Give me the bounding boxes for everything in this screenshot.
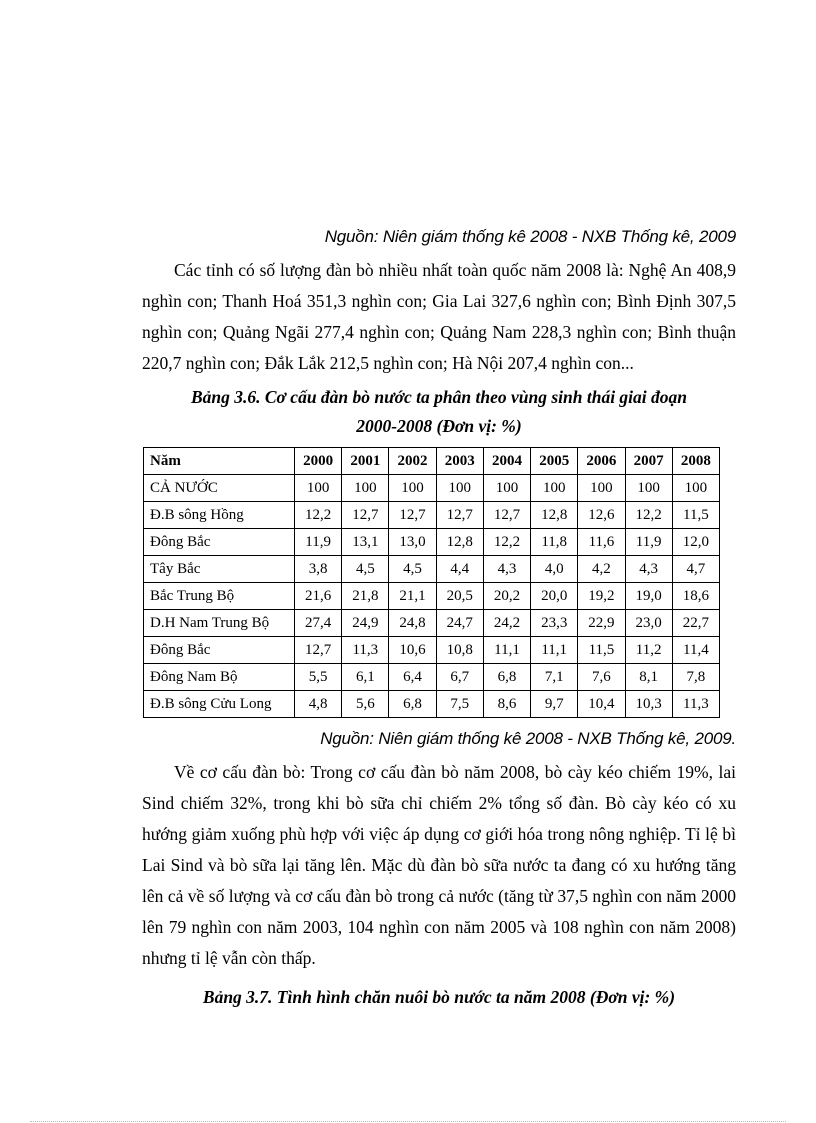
value-cell: 100 — [578, 475, 625, 502]
value-cell: 12,7 — [389, 502, 436, 529]
value-cell: 10,3 — [625, 691, 672, 718]
value-cell: 100 — [342, 475, 389, 502]
value-cell: 13,1 — [342, 529, 389, 556]
value-cell: 21,8 — [342, 583, 389, 610]
value-cell: 24,7 — [436, 610, 483, 637]
paragraph-cattle-structure — [142, 757, 736, 974]
value-cell: 8,6 — [483, 691, 530, 718]
table-caption-3-6-line1: Bảng 3.6. Cơ cấu đàn bò nước ta phân theo vùng sinh thái giai đoạn — [190, 387, 688, 407]
value-cell: 20,0 — [531, 583, 578, 610]
value-cell: 11,1 — [483, 637, 530, 664]
value-cell: 100 — [436, 475, 483, 502]
table-row — [144, 691, 720, 718]
table-caption-3-6 — [142, 383, 736, 441]
value-cell: 11,9 — [295, 529, 342, 556]
source-note-bottom: Nguồn: Niên giám thống kê 2008 - NXB Thống kê, 2009. — [320, 729, 736, 748]
value-cell: 100 — [295, 475, 342, 502]
header-cell: 2006 — [578, 448, 625, 475]
table-row — [144, 475, 720, 502]
value-cell: 100 — [483, 475, 530, 502]
value-cell: 7,6 — [578, 664, 625, 691]
value-cell: 12,2 — [483, 529, 530, 556]
value-cell: 3,8 — [295, 556, 342, 583]
value-cell: 23,0 — [625, 610, 672, 637]
header-cell: 2005 — [531, 448, 578, 475]
value-cell: 100 — [625, 475, 672, 502]
value-cell: 11,3 — [672, 691, 719, 718]
header-cell: Năm — [144, 448, 295, 475]
value-cell: 19,0 — [625, 583, 672, 610]
value-cell: 11,1 — [531, 637, 578, 664]
value-cell: 11,4 — [672, 637, 719, 664]
paragraph-cattle-structure-text: Về cơ cấu đàn bò: Trong cơ cấu đàn bò năm 2008, bò cày kéo chiếm 19%, lai Sind chiếm 32%, trong khi bò sữa chỉ chiếm 2% tổng số đàn. Bò cày kéo có xu hướng giảm xuống phù hợp với việc áp dụng cơ giới hóa trong nông nghiệp. Tỉ lệ bì Lai Sind và bò sữa lại tăng lên. Mặc dù đàn bò sữa nước ta đang có xu hướng tăng lên cả về số lượng và cơ cấu đàn bò trong cả nước (tăng từ 37,5 nghìn con năm 2000 lên 79 nghìn con năm 2003, 104 nghìn con năm 2005 và 108 nghìn con năm 2008) nhưng tỉ lệ vẫn còn thấp. — [142, 762, 736, 968]
value-cell: 12,6 — [578, 502, 625, 529]
value-cell: 22,9 — [578, 610, 625, 637]
value-cell: 4,5 — [342, 556, 389, 583]
value-cell: 12,7 — [342, 502, 389, 529]
value-cell: 12,8 — [531, 502, 578, 529]
value-cell: 11,2 — [625, 637, 672, 664]
value-cell: 7,5 — [436, 691, 483, 718]
value-cell: 11,8 — [531, 529, 578, 556]
table-row — [144, 664, 720, 691]
value-cell: 6,1 — [342, 664, 389, 691]
value-cell: 10,6 — [389, 637, 436, 664]
value-cell: 18,6 — [672, 583, 719, 610]
value-cell: 21,1 — [389, 583, 436, 610]
value-cell: 5,5 — [295, 664, 342, 691]
table-row — [144, 529, 720, 556]
value-cell: 20,2 — [483, 583, 530, 610]
value-cell: 24,8 — [389, 610, 436, 637]
paragraph-provinces-text: Các tỉnh có số lượng đàn bò nhiều nhất toàn quốc năm 2008 là: Nghệ An 408,9 nghìn con; Thanh Hoá 351,3 nghìn con; Gia Lai 327,6 nghìn con; Bình Định 307,5 nghìn con; Quảng Ngãi 277,4 nghìn con; Quảng Nam 228,3 nghìn con; Bình thuận 220,7 nghìn con; Đắk Lắk 212,5 nghìn con; Hà Nội 207,4 nghìn con... — [142, 260, 736, 373]
table-row — [144, 583, 720, 610]
value-cell: 21,6 — [295, 583, 342, 610]
value-cell: 7,8 — [672, 664, 719, 691]
region-cell: CẢ NƯỚC — [144, 475, 295, 502]
value-cell: 100 — [389, 475, 436, 502]
region-cell: Đông Bắc — [144, 637, 295, 664]
region-cell: Đông Nam Bộ — [144, 664, 295, 691]
header-cell: 2008 — [672, 448, 719, 475]
region-cell: Bắc Trung Bộ — [144, 583, 295, 610]
value-cell: 6,8 — [483, 664, 530, 691]
value-cell: 6,4 — [389, 664, 436, 691]
value-cell: 24,2 — [483, 610, 530, 637]
value-cell: 27,4 — [295, 610, 342, 637]
table-row — [144, 502, 720, 529]
value-cell: 6,8 — [389, 691, 436, 718]
value-cell: 6,7 — [436, 664, 483, 691]
value-cell: 24,9 — [342, 610, 389, 637]
table-caption-3-7: Bảng 3.7. Tình hình chăn nuôi bò nước ta năm 2008 (Đơn vị: %) — [202, 987, 676, 1007]
region-cell: D.H Nam Trung Bộ — [144, 610, 295, 637]
region-cell: Đ.B sông Hồng — [144, 502, 295, 529]
table-row — [144, 556, 720, 583]
region-cell: Đ.B sông Cửu Long — [144, 691, 295, 718]
value-cell: 4,5 — [389, 556, 436, 583]
value-cell: 4,2 — [578, 556, 625, 583]
header-cell: 2001 — [342, 448, 389, 475]
value-cell: 10,4 — [578, 691, 625, 718]
value-cell: 4,0 — [531, 556, 578, 583]
header-cell: 2000 — [295, 448, 342, 475]
value-cell: 4,3 — [625, 556, 672, 583]
value-cell: 23,3 — [531, 610, 578, 637]
value-cell: 100 — [672, 475, 719, 502]
value-cell: 4,3 — [483, 556, 530, 583]
source-note-top: Nguồn: Niên giám thống kê 2008 - NXB Thống kê, 2009 — [324, 227, 736, 246]
table-body — [144, 475, 720, 718]
value-cell: 100 — [531, 475, 578, 502]
header-cell: 2007 — [625, 448, 672, 475]
value-cell: 9,7 — [531, 691, 578, 718]
value-cell: 11,6 — [578, 529, 625, 556]
value-cell: 11,5 — [578, 637, 625, 664]
value-cell: 13,0 — [389, 529, 436, 556]
value-cell: 8,1 — [625, 664, 672, 691]
value-cell: 12,2 — [625, 502, 672, 529]
table-caption-3-6-line2: 2000-2008 (Đơn vị: %) — [356, 416, 522, 436]
value-cell: 5,6 — [342, 691, 389, 718]
value-cell: 12,0 — [672, 529, 719, 556]
value-cell: 4,8 — [295, 691, 342, 718]
region-cell: Tây Bắc — [144, 556, 295, 583]
value-cell: 12,2 — [295, 502, 342, 529]
value-cell: 12,7 — [436, 502, 483, 529]
paragraph-provinces — [142, 255, 736, 379]
value-cell: 4,7 — [672, 556, 719, 583]
table-row — [144, 637, 720, 664]
table-header-row — [144, 448, 720, 475]
header-cell: 2004 — [483, 448, 530, 475]
value-cell: 19,2 — [578, 583, 625, 610]
region-cell: Đông Bắc — [144, 529, 295, 556]
header-cell: 2003 — [436, 448, 483, 475]
value-cell: 22,7 — [672, 610, 719, 637]
value-cell: 4,4 — [436, 556, 483, 583]
value-cell: 12,7 — [483, 502, 530, 529]
table-row — [144, 610, 720, 637]
value-cell: 20,5 — [436, 583, 483, 610]
cattle-structure-table — [143, 447, 720, 718]
value-cell: 7,1 — [531, 664, 578, 691]
page-bottom-rule — [30, 1121, 786, 1122]
value-cell: 12,8 — [436, 529, 483, 556]
value-cell: 10,8 — [436, 637, 483, 664]
value-cell: 11,9 — [625, 529, 672, 556]
header-cell: 2002 — [389, 448, 436, 475]
value-cell: 11,3 — [342, 637, 389, 664]
value-cell: 11,5 — [672, 502, 719, 529]
value-cell: 12,7 — [295, 637, 342, 664]
